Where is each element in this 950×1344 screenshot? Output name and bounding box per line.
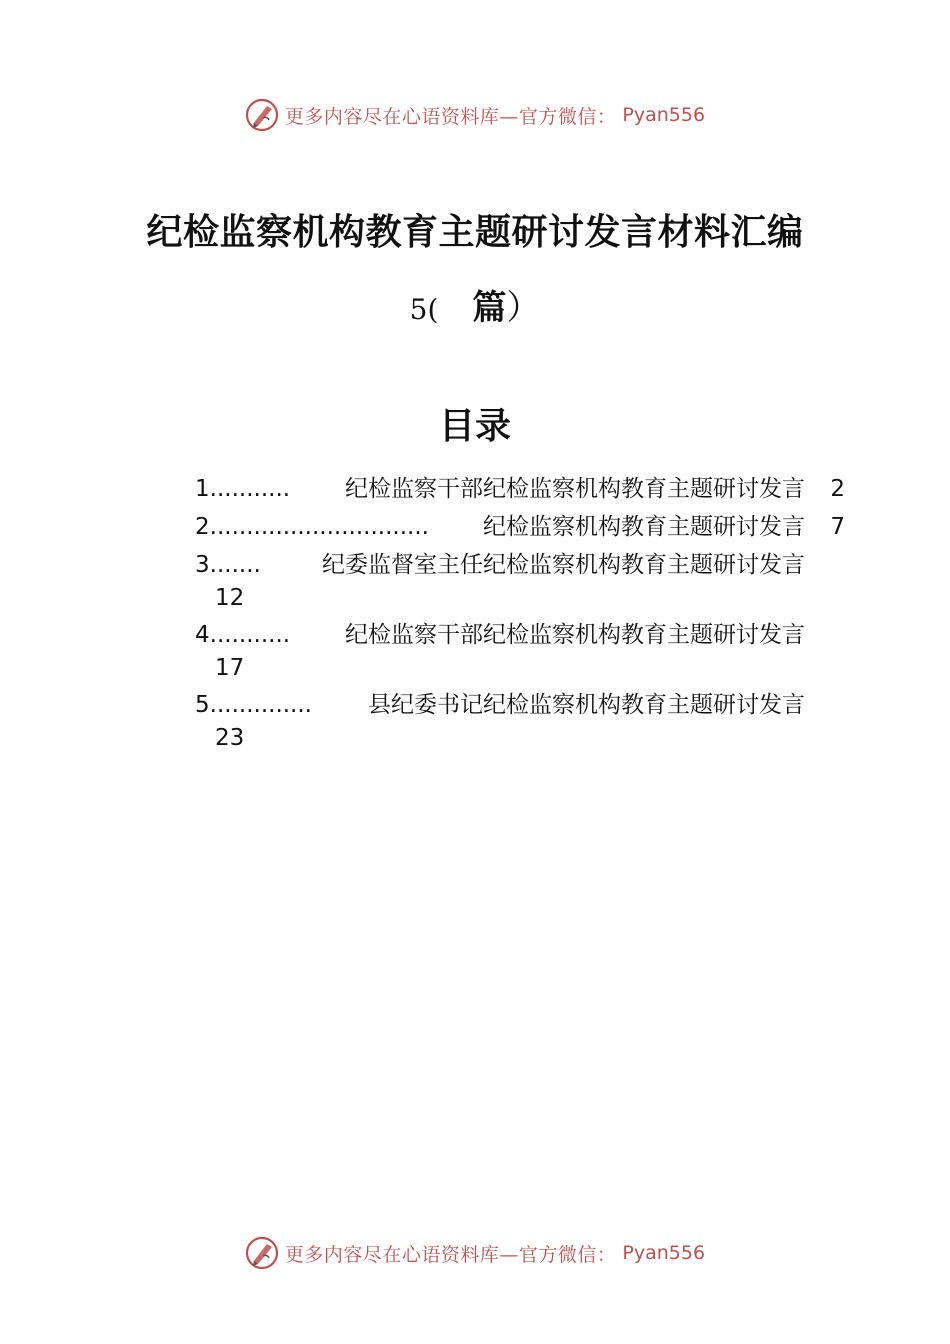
toc-leader-dots: ...........: [209, 622, 291, 648]
toc-label: 纪检监察干部纪检监察机构教育主题研讨发言: [345, 476, 805, 502]
toc-number: 2: [195, 514, 210, 540]
footer-banner: [0, 1233, 950, 1273]
toc-number: 3: [195, 552, 210, 578]
subtitle-number: 5(: [409, 293, 439, 326]
toc-page-number: 7: [830, 514, 845, 540]
toc-item-4[interactable]: [195, 616, 845, 684]
toc-leader-dots: ..............: [209, 692, 312, 718]
toc-label: 县纪委书记纪检监察机构教育主题研讨发言: [368, 692, 805, 718]
table-of-contents: [195, 470, 845, 754]
toc-number: 1: [195, 476, 210, 502]
banner-text: 更多内容尽在心语资料库—官方微信：: [284, 105, 617, 128]
toc-item-5[interactable]: [195, 686, 845, 754]
toc-heading: 目录: [438, 405, 511, 447]
toc-page-number: 12: [215, 585, 245, 611]
banner-text: 更多内容尽在心语资料库—官方微信：: [284, 1243, 617, 1266]
toc-item-3[interactable]: [195, 546, 845, 614]
toc-number: 5: [195, 692, 210, 718]
banner-wechat-id: Pyan556: [622, 104, 706, 126]
document-title: 纪检监察机构教育主题研讨发言材料汇编: [146, 211, 804, 253]
banner-wechat-id: Pyan556: [622, 1242, 706, 1264]
document-subtitle: [0, 280, 950, 329]
toc-label: 纪委监督室主任纪检监察机构教育主题研讨发言: [322, 552, 805, 578]
toc-label: 纪检监察机构教育主题研讨发言: [483, 514, 805, 540]
toc-page-number: 2: [830, 476, 845, 502]
subtitle-word: 篇: [472, 288, 507, 328]
pen-quill-logo-icon: [245, 98, 279, 132]
toc-item-2[interactable]: [195, 508, 845, 546]
pen-quill-logo-icon: [245, 1236, 279, 1270]
toc-item-1[interactable]: [195, 470, 845, 508]
toc-leader-dots: .......: [209, 552, 261, 578]
header-banner: [0, 95, 950, 135]
toc-number: 4: [195, 622, 210, 648]
toc-leader-dots: ..............................: [209, 514, 429, 540]
toc-label: 纪检监察干部纪检监察机构教育主题研讨发言: [345, 622, 805, 648]
toc-page-number: 23: [215, 725, 245, 751]
subtitle-close: ）: [506, 288, 541, 328]
toc-page-number: 17: [215, 655, 245, 681]
toc-leader-dots: ...........: [209, 476, 291, 502]
